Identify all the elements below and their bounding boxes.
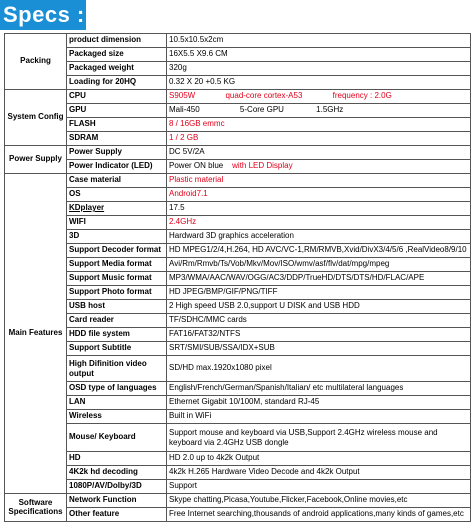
spec-key: Other feature: [67, 508, 167, 522]
gpu-model: Mali-450: [169, 105, 200, 115]
spec-key: FLASH: [67, 118, 167, 132]
spec-value-indicator: [167, 160, 471, 174]
indicator-color: Power ON blue: [169, 161, 224, 171]
spec-value: SRT/SMI/SUB/SSA/IDX+SUB: [167, 342, 471, 356]
spec-key: USB host: [67, 300, 167, 314]
section-label-power: Power Supply: [5, 146, 67, 174]
spec-key: OS: [67, 188, 167, 202]
table-row: [5, 132, 471, 146]
spec-value: Hardward 3D graphics acceleration: [167, 230, 471, 244]
spec-key: Case material: [67, 174, 167, 188]
spec-value: Support mouse and keyboard via USB,Support 2.4GHz wireless mouse and keyboard via 2.4GHz USB dongle: [167, 424, 471, 452]
spec-key: product dimension: [67, 34, 167, 48]
table-row: [5, 342, 471, 356]
table-row: [5, 452, 471, 466]
spec-value: 1 / 2 GB: [167, 132, 471, 146]
table-row: [5, 382, 471, 396]
spec-key: WIFI: [67, 216, 167, 230]
spec-value: 4k2k H.265 Hardware Video Decode and 4k2k Output: [167, 466, 471, 480]
spec-key: Packaged weight: [67, 62, 167, 76]
spec-key: 3D: [67, 230, 167, 244]
spec-value: 16X5.5 X9.6 CM: [167, 48, 471, 62]
table-row: [5, 118, 471, 132]
cpu-frequency-label: frequency: [332, 91, 368, 101]
spec-key: High Difinition video output: [67, 356, 167, 382]
spec-key: Power Indicator (LED): [67, 160, 167, 174]
section-label-features: Main Features: [5, 174, 67, 494]
spec-value: Built in WiFi: [167, 410, 471, 424]
spec-value: Ethernet Gigabit 10/100M, standard RJ-45: [167, 396, 471, 410]
table-row: [5, 356, 471, 382]
spec-key: Support Music format: [67, 272, 167, 286]
table-row: [5, 286, 471, 300]
table-row: [5, 188, 471, 202]
table-row: [5, 62, 471, 76]
spec-key: Support Subtitle: [67, 342, 167, 356]
spec-key: Support Decoder format: [67, 244, 167, 258]
spec-value: MP3/WMA/AAC/WAV/OGG/AC3/DDP/TrueHD/DTS/DTS/HD/FLAC/APE: [167, 272, 471, 286]
spec-value: Plastic material: [167, 174, 471, 188]
spec-value: SD/HD max.1920x1080 pixel: [167, 356, 471, 382]
spec-key: Mouse/ Keyboard: [67, 424, 167, 452]
section-label-system: System Config: [5, 90, 67, 146]
gpu-clock: 1.5GHz: [316, 105, 344, 115]
cpu-frequency: : 2.0G: [370, 91, 392, 101]
spec-value: HD MPEG1/2/4,H.264, HD AVC/VC-1,RM/RMVB,Xvid/DivX3/4/5/6 ,RealVideo8/9/10: [167, 244, 471, 258]
spec-key: Loading for 20HQ: [67, 76, 167, 90]
spec-key: CPU: [67, 90, 167, 104]
spec-key: Power Supply: [67, 146, 167, 160]
section-label-packing: Packing: [5, 34, 67, 90]
spec-key: Wireless: [67, 410, 167, 424]
spec-key: Support Media format: [67, 258, 167, 272]
spec-value: 2.4GHz: [167, 216, 471, 230]
spec-value: 8 / 16GB emmc: [167, 118, 471, 132]
section-label-software: Software Specifications: [5, 494, 67, 522]
spec-key: GPU: [67, 104, 167, 118]
table-row: [5, 48, 471, 62]
spec-value-gpu: [167, 104, 471, 118]
spec-value: FAT16/FAT32/NTFS: [167, 328, 471, 342]
specs-table: [4, 33, 471, 522]
table-row: [5, 410, 471, 424]
spec-key: OSD type of languages: [67, 382, 167, 396]
cpu-model: S905W: [169, 91, 196, 101]
spec-key: 4K2k hd decoding: [67, 466, 167, 480]
spec-key: KDplayer: [67, 202, 167, 216]
table-row: [5, 508, 471, 522]
spec-value: HD JPEG/BMP/GIF/PNG/TIFF: [167, 286, 471, 300]
table-row: [5, 424, 471, 452]
spec-key: Network Function: [67, 494, 167, 508]
table-row: [5, 396, 471, 410]
table-row: [5, 174, 471, 188]
table-row: [5, 258, 471, 272]
spec-key: 1080P/AV/Dolby/3D: [67, 480, 167, 494]
gpu-cores: 5-Core GPU: [239, 105, 284, 115]
spec-value: 320g: [167, 62, 471, 76]
spec-value: Android7.1: [167, 188, 471, 202]
table-row: [5, 300, 471, 314]
spec-value: 0.32 X 20 +0.5 KG: [167, 76, 471, 90]
spec-value: 10.5x10.5x2cm: [167, 34, 471, 48]
spec-key: Card reader: [67, 314, 167, 328]
table-row: [5, 146, 471, 160]
spec-value: DC 5V/2A: [167, 146, 471, 160]
spec-key: HD: [67, 452, 167, 466]
cpu-cores: quad-core cortex-A53: [225, 91, 303, 101]
table-row: [5, 34, 471, 48]
table-row: [5, 76, 471, 90]
table-row: [5, 244, 471, 258]
table-row: [5, 314, 471, 328]
table-row: [5, 494, 471, 508]
spec-key: Packaged size: [67, 48, 167, 62]
spec-value: 2 High speed USB 2.0,support U DISK and USB HDD: [167, 300, 471, 314]
table-row: [5, 328, 471, 342]
table-row: [5, 202, 471, 216]
spec-value: 17.5: [167, 202, 471, 216]
spec-key: HDD file system: [67, 328, 167, 342]
table-row: [5, 466, 471, 480]
table-row: [5, 160, 471, 174]
spec-value: Support: [167, 480, 471, 494]
spec-key: Support Photo format: [67, 286, 167, 300]
spec-value: English/French/German/Spanish/Italian/ etc multilateral languages: [167, 382, 471, 396]
spec-value: HD 2.0 up to 4k2k Output: [167, 452, 471, 466]
spec-key: LAN: [67, 396, 167, 410]
specs-heading: Specs :: [0, 0, 86, 30]
table-row: [5, 90, 471, 104]
spec-value: Avi/Rm/Rmvb/Ts/Vob/Mkv/Mov/ISO/wmv/asf/flv/dat/mpg/mpeg: [167, 258, 471, 272]
spec-value-cpu: [167, 90, 471, 104]
table-row: [5, 216, 471, 230]
spec-value: Free Internet searching,thousands of android applications,many kinds of games,etc: [167, 508, 471, 522]
indicator-display: with LED Display: [232, 161, 293, 171]
spec-value: Skype chatting,Picasa,Youtube,Flicker,Facebook,Online movies,etc: [167, 494, 471, 508]
table-row: [5, 272, 471, 286]
table-row: [5, 104, 471, 118]
spec-value: TF/SDHC/MMC cards: [167, 314, 471, 328]
table-row: [5, 480, 471, 494]
table-row: [5, 230, 471, 244]
spec-key: SDRAM: [67, 132, 167, 146]
